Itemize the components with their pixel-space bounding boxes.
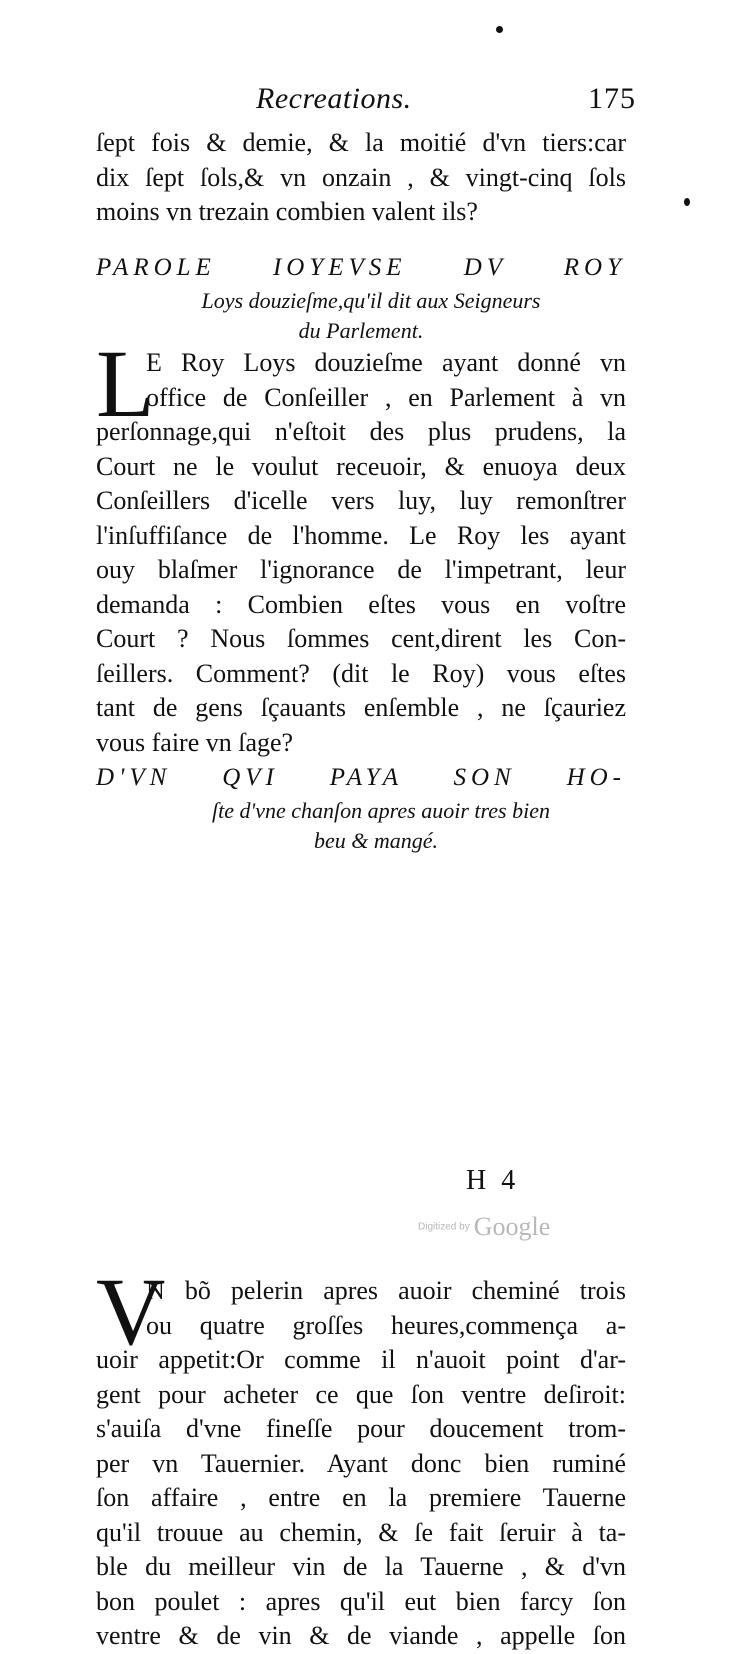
text-line: Court ne le voulut receuoir, & enuoya deux (96, 451, 626, 481)
text-line: qu'il trouue au chemin, & ſe fait ſeruir à ta- (96, 1517, 626, 1547)
text-line: ſon affaire , entre en la premiere Tauerne (96, 1483, 626, 1512)
section-title-subline: du Parlement. (298, 318, 424, 343)
text-line: bon poulet : apres qu'il eut bien farcy ſon (96, 1586, 626, 1616)
text-line: ouy blaſmer l'ignorance de l'impetrant, leur (96, 555, 626, 584)
text-line: demanda : Combien eſtes vous en voſtre (96, 589, 626, 619)
section-title-1 (96, 250, 626, 346)
watermark-prefix: Digitized by (418, 1221, 470, 1233)
page-number: 175 (588, 82, 636, 115)
text-line: ventre & de vin & de viande , appelle ſon (96, 1621, 626, 1650)
text-line: office de Conſeiller , en Parlement à vn (146, 382, 626, 412)
text-line: dix ſept ſols,& vn onzain , & vingt-cinq ſols (96, 162, 626, 192)
paragraph-2 (96, 1258, 626, 1654)
text-line: tant de gens ſçauants enſemble , ne ſçauriez (96, 693, 626, 722)
text-line: vous faire vn ſage? (96, 727, 294, 757)
text-line: Conſeillers d'icelle vers luy, luy remonſtrer (96, 486, 626, 515)
signature-mark: H 4 (466, 1165, 520, 1196)
section-title-caps: PAROLE IOYEVSE DV ROY (96, 254, 626, 281)
ink-speck (496, 26, 503, 33)
section-title-2 (96, 760, 626, 856)
watermark-logo: Google (473, 1212, 551, 1241)
text-line: N bõ pelerin apres auoir cheminé trois (146, 1276, 626, 1305)
text-line: ſept fois & demie, & la moitié d'vn tiers:car (96, 128, 626, 157)
text-line: uoir appetit:Or comme il n'auoit point d'ar- (96, 1345, 626, 1374)
digitization-watermark (418, 1212, 550, 1242)
drop-cap-letter: V (96, 1258, 166, 1365)
text-line: perſonnage,qui n'eſtoit des plus prudens, la (96, 417, 626, 446)
section-title-subline: beu & mangé. (313, 828, 439, 853)
text-line: s'auiſa d'vne fineſſe pour doucement trom- (96, 1414, 626, 1443)
section-title-subline: Loys douzieſme,qu'il dit aux Seigneurs (201, 288, 541, 313)
section-title-caps: D'VN QVI PAYA SON HO- (96, 764, 626, 791)
section-title-subline: ſte d'vne chanſon apres auoir tres bien (212, 798, 550, 823)
running-head: Recreations. (256, 82, 412, 115)
text-line: ble du meilleur vin de la Tauerne , & d'vn (96, 1552, 626, 1581)
text-line: gent pour acheter ce que ſon ventre deſiroit: (96, 1379, 626, 1409)
text-line: ou quatre groſſes heures,commença a- (146, 1310, 626, 1340)
text-line: moins vn trezain combien valent ils? (96, 197, 478, 226)
drop-cap-letter: L (96, 330, 155, 437)
text-line: ſeillers. Comment? (dit le Roy) vous eſtes (96, 658, 626, 688)
text-line: per vn Tauernier. Ayant donc bien ruminé (96, 1448, 626, 1478)
ink-speck (684, 198, 690, 206)
text-line: E Roy Loys douzieſme ayant donné vn (146, 348, 626, 377)
text-line: Court ? Nous ſommes cent,dirent les Con- (96, 624, 626, 653)
opening-text (96, 126, 626, 230)
page-header (96, 82, 636, 122)
text-line: l'inſuffiſance de l'homme. Le Roy les ayant (96, 520, 626, 550)
